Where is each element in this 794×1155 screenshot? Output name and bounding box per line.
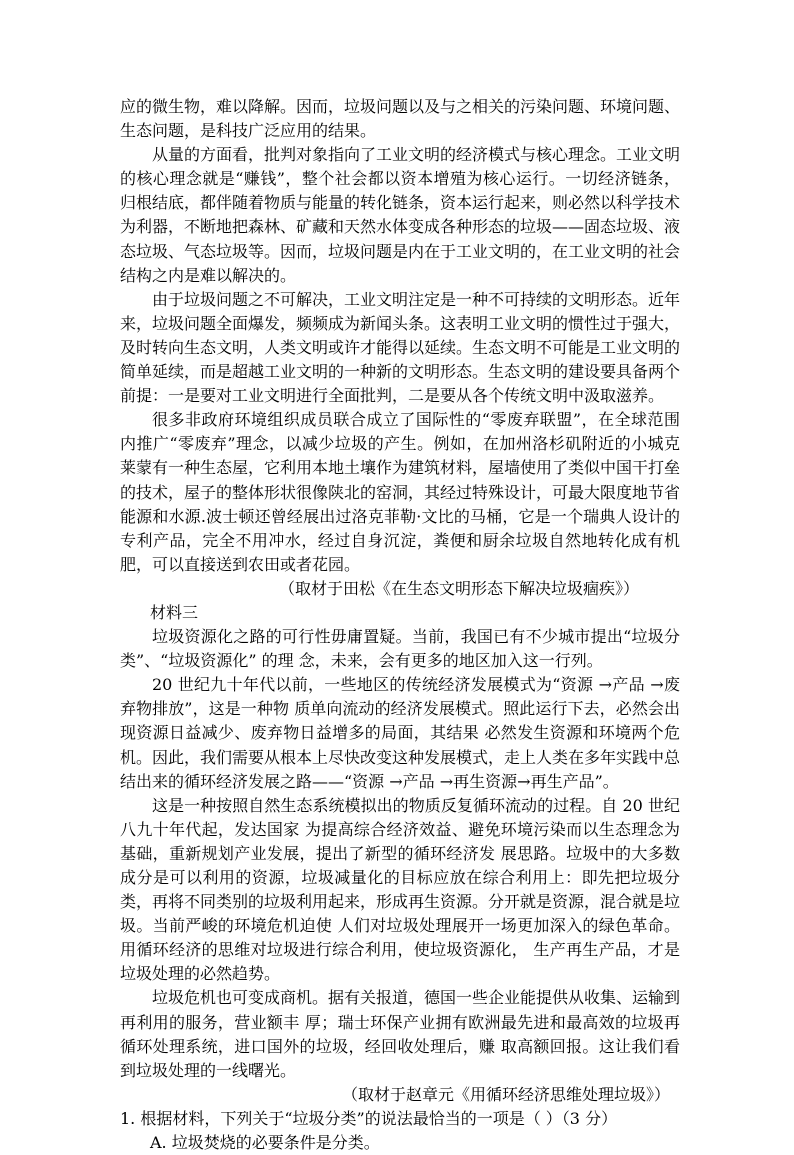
paragraph: 应的微生物，难以降解。因而，垃圾问题以及与之相关的污染问题、环境问题、生态问题，是科技广泛应用的结果。	[120, 97, 681, 141]
question-stem: 1. 根据材料，下列关于“垃圾分类”的说法最恰当的一项是（ ）（3 分）	[120, 1108, 618, 1128]
paragraph: 垃圾资源化之路的可行性毋庸置疑。当前，我国已有不少城市提出“垃圾分类”、“垃圾资源化” 的理 念，未来，会有更多的地区加入这一行列。	[120, 627, 680, 671]
paragraph: 垃圾危机也可变成商机。据有关报道，德国一些企业能提供从收集、运输到再利用的服务，营业额丰 厚；瑞士环保产业拥有欧洲最先进和最高效的垃圾再循环处理系统，进口国外的垃圾，经回收处理后，赚 取高额回报。这让我们看到垃圾处理的一线曙光。	[120, 988, 681, 1080]
section-heading: 材料三	[150, 602, 199, 622]
source-citation: （取材于赵章元《用循环经济思维处理垃圾》）	[341, 1084, 670, 1104]
paragraph: 由于垃圾问题之不可解决，工业文明注定是一种不可持续的文明形态。近年来，垃圾问题全面爆发，频频成为新闻头条。这表明工业文明的惯性过于强大，及时转向生态文明，人类文明或许才能得以延续。生态文明不可能是工业文明的简单延续，而是超越工业文明的一种新的文明形态。生态文明的建设要具备两个前提：一是要对工业文明进行全面批判，二是要从各个传统文明中汲取滋养。	[120, 289, 681, 406]
paragraph: 20 世纪九十年代以前，一些地区的传统经济发展模式为“资源 →产品 →废弃物排放”，这是一种物 质单向流动的经济发展模式。照此运行下去，必然会出现资源日益减少、废弃物日益增多的局面，其结果 必然发生资源和环境两个危机。因此，我们需要从根本上尽快改变这种发展模式，走上人类在多年实践中总结出来的循环经济发展之路——“资源 →产品 →再生资源→再生产品”。	[120, 675, 681, 791]
paragraph: 这是一种按照自然生态系统模拟出的物质反复循环流动的过程。自 20 世纪八九十年代起，发达国家 为提高综合经济效益、避免环境污染而以生态理念为基础，重新规划产业发展，提出了新型的循环经济发 展思路。垃圾中的大多数成分是可以利用的资源，垃圾减量化的目标应放在综合利用上：即先把垃圾分类，再将不同类别的垃圾利用起来，形成再生资源。分开就是资源，混合就是垃圾。当前严峻的环境危机迫使 人们对垃圾处理展开一场更加深入的绿色革命。用循环经济的思维对垃圾进行综合利用，使垃圾资源化， 生产再生产品，才是垃圾处理的必然趋势。	[120, 795, 681, 984]
answer-option-a: A. 垃圾焚烧的必要条件是分类。	[150, 1133, 380, 1153]
paragraph: 很多非政府环境组织成员联合成立了国际性的“零废弃联盟”，在全球范围内推广“零废弃”理念，以减少垃圾的产生。例如，在加州洛杉矶附近的小城克莱蒙有一种生态屋，它利用本地土壤作为建筑材料，屋墙使用了类似中国干打垒的技术，屋子的整体形状很像陕北的窑洞，其经过特殊设计，可最大限度地节省能源和水源.波士顿还曾经展出过洛克菲勒·文比的马桶，它是一个瑞典人设计的专利产品，完全不用冲水，经过自身沉淀，粪便和厨余垃圾自然地转化成有机肥，可以直接送到农田或者花园。	[120, 410, 681, 574]
document-body	[120, 95, 680, 1155]
paragraph: 从量的方面看，批判对象指向了工业文明的经济模式与核心理念。工业文明的核心理念就是“赚钱”，整个社会都以资本增殖为核心运行。一切经济链条，归根结底，都伴随着物质与能量的转化链条，资本运行起来，则必然以科学技术为利器，不断地把森林、矿藏和天然水体变成各种形态的垃圾——固态垃圾、液态垃圾、气态垃圾等。因而，垃圾问题是内在于工业文明的，在工业文明的社会结构之内是难以解决的。	[120, 145, 681, 285]
source-citation: （取材于田松《在生态文明形态下解决垃圾痼疾》）	[278, 578, 639, 598]
